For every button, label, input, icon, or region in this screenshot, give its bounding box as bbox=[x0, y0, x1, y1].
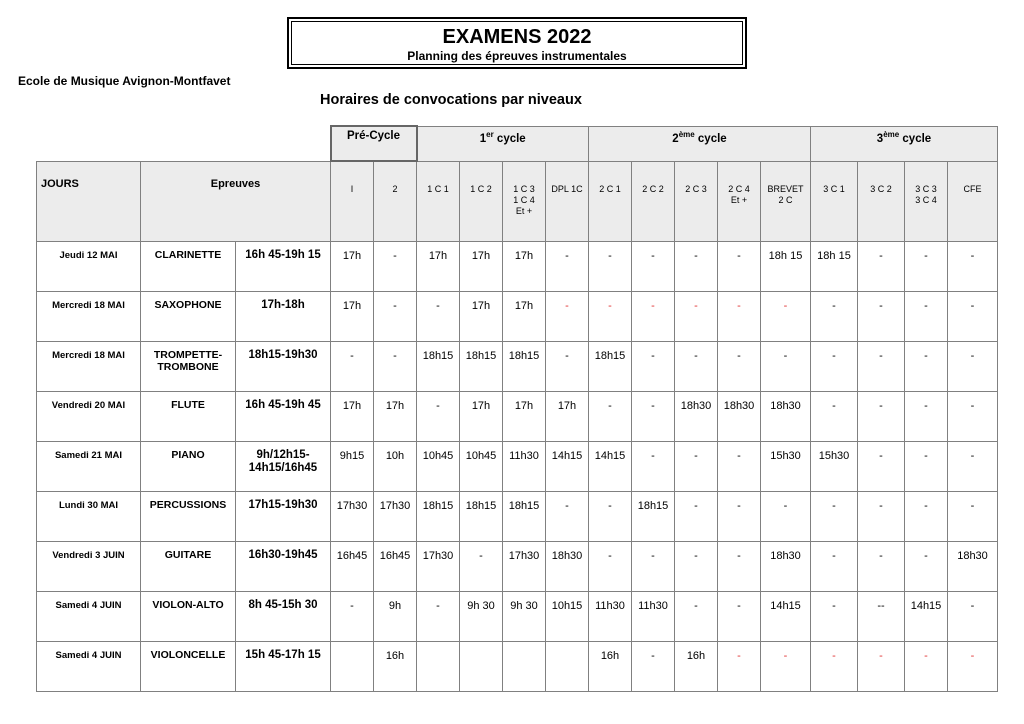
level-time-cell: - bbox=[546, 242, 589, 292]
level-header-row bbox=[37, 161, 998, 242]
level-time-cell: - bbox=[905, 492, 948, 542]
instrument: SAXOPHONE bbox=[141, 292, 236, 342]
level-time-cell: 10h45 bbox=[460, 442, 503, 492]
level-time-cell: 16h bbox=[589, 642, 632, 692]
title-box-inner bbox=[291, 21, 743, 65]
level-time-cell bbox=[546, 642, 589, 692]
level-time-cell: - bbox=[331, 342, 374, 392]
instrument: TROMPETTE- TROMBONE bbox=[141, 342, 236, 392]
level-time-cell: - bbox=[417, 292, 460, 342]
level-header: DPL 1C bbox=[546, 161, 589, 242]
level-header: 1 C 2 bbox=[460, 161, 503, 242]
document-subtitle: Planning des épreuves instrumentales bbox=[407, 49, 627, 63]
level-time-cell: 17h30 bbox=[374, 492, 417, 542]
level-time-cell: - bbox=[905, 642, 948, 692]
level-time-cell: - bbox=[331, 592, 374, 642]
level-time-cell: 15h30 bbox=[761, 442, 811, 492]
level-time-cell: 18h15 bbox=[503, 492, 546, 542]
level-time-cell: 11h30 bbox=[632, 592, 675, 642]
level-time-cell: 17h bbox=[503, 392, 546, 442]
level-time-cell: - bbox=[905, 442, 948, 492]
table-row bbox=[37, 592, 998, 642]
instrument: GUITARE bbox=[141, 542, 236, 592]
level-time-cell: - bbox=[675, 592, 718, 642]
table-row bbox=[37, 392, 998, 442]
level-time-cell: 17h30 bbox=[417, 542, 460, 592]
level-time-cell: - bbox=[905, 542, 948, 592]
level-header: 1 C 3 1 C 4 Et + bbox=[503, 161, 546, 242]
level-time-cell: - bbox=[675, 242, 718, 292]
exam-day: Samedi 4 JUIN bbox=[37, 592, 141, 642]
level-time-cell: 10h45 bbox=[417, 442, 460, 492]
exam-schedule-table bbox=[36, 125, 998, 692]
table-row bbox=[37, 542, 998, 592]
header-blank bbox=[37, 126, 331, 161]
table-row bbox=[37, 492, 998, 542]
time-range: 9h/12h15- 14h15/16h45 bbox=[236, 442, 331, 492]
level-time-cell: 18h15 bbox=[503, 342, 546, 392]
level-time-cell: - bbox=[374, 342, 417, 392]
instrument: PIANO bbox=[141, 442, 236, 492]
level-time-cell: 16h45 bbox=[331, 542, 374, 592]
level-time-cell: 16h45 bbox=[374, 542, 417, 592]
level-time-cell: - bbox=[675, 442, 718, 492]
instrument: VIOLONCELLE bbox=[141, 642, 236, 692]
level-time-cell: 14h15 bbox=[589, 442, 632, 492]
exam-day: Samedi 21 MAI bbox=[37, 442, 141, 492]
level-time-cell: 17h bbox=[417, 242, 460, 292]
level-time-cell: - bbox=[718, 442, 761, 492]
level-time-cell: 9h 30 bbox=[460, 592, 503, 642]
epreuves-header: Epreuves bbox=[141, 161, 331, 242]
level-time-cell: 18h30 bbox=[948, 542, 998, 592]
level-time-cell: - bbox=[374, 242, 417, 292]
level-time-cell: - bbox=[811, 642, 858, 692]
level-time-cell: 17h bbox=[546, 392, 589, 442]
level-header: I bbox=[331, 161, 374, 242]
exam-day: Vendredi 3 JUIN bbox=[37, 542, 141, 592]
level-time-cell: 18h30 bbox=[761, 392, 811, 442]
level-time-cell: 11h30 bbox=[503, 442, 546, 492]
level-time-cell: - bbox=[718, 342, 761, 392]
level-time-cell: 9h15 bbox=[331, 442, 374, 492]
time-range: 16h 45-19h 15 bbox=[236, 242, 331, 292]
level-time-cell: - bbox=[761, 492, 811, 542]
level-time-cell: - bbox=[589, 242, 632, 292]
level-time-cell: 14h15 bbox=[761, 592, 811, 642]
level-time-cell: - bbox=[460, 542, 503, 592]
time-range: 8h 45-15h 30 bbox=[236, 592, 331, 642]
instrument: CLARINETTE bbox=[141, 242, 236, 292]
level-time-cell: 10h15 bbox=[546, 592, 589, 642]
level-time-cell: - bbox=[761, 642, 811, 692]
level-time-cell: - bbox=[417, 592, 460, 642]
level-time-cell: - bbox=[948, 442, 998, 492]
level-time-cell: 9h 30 bbox=[503, 592, 546, 642]
exam-day: Lundi 30 MAI bbox=[37, 492, 141, 542]
jours-header: JOURS bbox=[37, 161, 141, 242]
level-time-cell: - bbox=[811, 342, 858, 392]
cycle-3: 3ème cycle bbox=[811, 126, 998, 161]
level-header: 2 C 2 bbox=[632, 161, 675, 242]
level-time-cell: - bbox=[589, 492, 632, 542]
level-time-cell: 14h15 bbox=[546, 442, 589, 492]
level-time-cell: -- bbox=[858, 592, 905, 642]
level-time-cell: - bbox=[811, 292, 858, 342]
level-time-cell: 17h bbox=[460, 392, 503, 442]
time-range: 16h 45-19h 45 bbox=[236, 392, 331, 442]
document-title: EXAMENS 2022 bbox=[442, 26, 592, 48]
level-time-cell: - bbox=[718, 592, 761, 642]
level-time-cell: - bbox=[632, 392, 675, 442]
level-time-cell: - bbox=[718, 492, 761, 542]
level-time-cell: - bbox=[905, 342, 948, 392]
level-time-cell: 17h bbox=[374, 392, 417, 442]
level-time-cell: 17h bbox=[331, 392, 374, 442]
level-time-cell: 18h30 bbox=[546, 542, 589, 592]
level-time-cell: - bbox=[589, 292, 632, 342]
level-time-cell: 9h bbox=[374, 592, 417, 642]
level-time-cell: - bbox=[632, 292, 675, 342]
time-range: 17h15-19h30 bbox=[236, 492, 331, 542]
title-box bbox=[287, 17, 747, 69]
level-header: BREVET 2 C bbox=[761, 161, 811, 242]
level-time-cell: 17h30 bbox=[503, 542, 546, 592]
level-time-cell: 18h15 bbox=[460, 492, 503, 542]
level-time-cell bbox=[460, 642, 503, 692]
level-time-cell: 18h15 bbox=[460, 342, 503, 392]
level-time-cell: - bbox=[811, 492, 858, 542]
level-time-cell: - bbox=[948, 592, 998, 642]
level-time-cell: 18h30 bbox=[718, 392, 761, 442]
level-time-cell: - bbox=[546, 292, 589, 342]
level-header: 2 C 1 bbox=[589, 161, 632, 242]
level-time-cell: - bbox=[632, 642, 675, 692]
level-time-cell bbox=[417, 642, 460, 692]
instrument: FLUTE bbox=[141, 392, 236, 442]
level-time-cell: - bbox=[632, 542, 675, 592]
level-time-cell: 18h30 bbox=[675, 392, 718, 442]
level-time-cell: - bbox=[858, 242, 905, 292]
level-time-cell: 17h bbox=[331, 292, 374, 342]
instrument: VIOLON-ALTO bbox=[141, 592, 236, 642]
level-time-cell: - bbox=[858, 442, 905, 492]
level-time-cell: 18h15 bbox=[632, 492, 675, 542]
level-time-cell: - bbox=[632, 242, 675, 292]
table-row bbox=[37, 292, 998, 342]
level-time-cell bbox=[503, 642, 546, 692]
level-time-cell: - bbox=[675, 542, 718, 592]
level-header: CFE bbox=[948, 161, 998, 242]
table-row bbox=[37, 442, 998, 492]
level-time-cell: - bbox=[589, 542, 632, 592]
level-time-cell: - bbox=[546, 342, 589, 392]
level-time-cell: - bbox=[374, 292, 417, 342]
level-time-cell: 16h bbox=[675, 642, 718, 692]
table-row bbox=[37, 342, 998, 392]
level-time-cell: 18h 15 bbox=[761, 242, 811, 292]
level-time-cell: - bbox=[718, 292, 761, 342]
level-time-cell: - bbox=[858, 492, 905, 542]
level-time-cell: - bbox=[858, 642, 905, 692]
level-time-cell: 16h bbox=[374, 642, 417, 692]
level-time-cell: - bbox=[718, 242, 761, 292]
level-time-cell: - bbox=[589, 392, 632, 442]
cycle-header-row bbox=[37, 126, 998, 161]
level-time-cell: 17h bbox=[460, 242, 503, 292]
level-time-cell: - bbox=[858, 392, 905, 442]
level-header: 2 bbox=[374, 161, 417, 242]
level-time-cell: - bbox=[718, 542, 761, 592]
level-header: 2 C 3 bbox=[675, 161, 718, 242]
school-name: Ecole de Musique Avignon-Montfavet bbox=[18, 74, 231, 88]
table-row bbox=[37, 642, 998, 692]
level-time-cell: 17h bbox=[460, 292, 503, 342]
level-time-cell: 18h 15 bbox=[811, 242, 858, 292]
exam-day: Samedi 4 JUIN bbox=[37, 642, 141, 692]
level-time-cell: - bbox=[948, 242, 998, 292]
level-time-cell: 17h bbox=[331, 242, 374, 292]
exam-day: Vendredi 20 MAI bbox=[37, 392, 141, 442]
level-time-cell: - bbox=[858, 542, 905, 592]
level-header: 1 C 1 bbox=[417, 161, 460, 242]
level-time-cell: - bbox=[858, 292, 905, 342]
cycle-pre: Pré-Cycle bbox=[331, 126, 417, 161]
level-header: 2 C 4 Et + bbox=[718, 161, 761, 242]
level-time-cell: - bbox=[948, 292, 998, 342]
table-heading: Horaires de convocations par niveaux bbox=[320, 92, 582, 108]
level-time-cell: 15h30 bbox=[811, 442, 858, 492]
level-time-cell: - bbox=[675, 342, 718, 392]
level-time-cell: - bbox=[948, 392, 998, 442]
level-time-cell: - bbox=[948, 492, 998, 542]
level-time-cell: - bbox=[546, 492, 589, 542]
level-header: 3 C 1 bbox=[811, 161, 858, 242]
cycle-1: 1er cycle bbox=[417, 126, 589, 161]
level-time-cell: - bbox=[417, 392, 460, 442]
level-time-cell: 14h15 bbox=[905, 592, 948, 642]
level-header: 3 C 2 bbox=[858, 161, 905, 242]
level-time-cell: 11h30 bbox=[589, 592, 632, 642]
level-time-cell: - bbox=[948, 342, 998, 392]
level-time-cell: 10h bbox=[374, 442, 417, 492]
level-time-cell: - bbox=[761, 292, 811, 342]
time-range: 15h 45-17h 15 bbox=[236, 642, 331, 692]
level-time-cell: 18h15 bbox=[417, 492, 460, 542]
table-row bbox=[37, 242, 998, 292]
time-range: 16h30-19h45 bbox=[236, 542, 331, 592]
level-time-cell: 17h bbox=[503, 242, 546, 292]
level-time-cell: 18h15 bbox=[417, 342, 460, 392]
level-time-cell: - bbox=[905, 292, 948, 342]
exam-day: Mercredi 18 MAI bbox=[37, 342, 141, 392]
time-range: 18h15-19h30 bbox=[236, 342, 331, 392]
level-time-cell: - bbox=[905, 242, 948, 292]
level-time-cell: - bbox=[675, 292, 718, 342]
level-time-cell: - bbox=[811, 592, 858, 642]
level-time-cell: - bbox=[632, 342, 675, 392]
level-header: 3 C 3 3 C 4 bbox=[905, 161, 948, 242]
level-time-cell: - bbox=[632, 442, 675, 492]
time-range: 17h-18h bbox=[236, 292, 331, 342]
cycle-2: 2ème cycle bbox=[589, 126, 811, 161]
level-time-cell bbox=[331, 642, 374, 692]
level-time-cell: - bbox=[858, 342, 905, 392]
instrument: PERCUSSIONS bbox=[141, 492, 236, 542]
level-time-cell: - bbox=[718, 642, 761, 692]
level-time-cell: - bbox=[811, 392, 858, 442]
level-time-cell: 17h bbox=[503, 292, 546, 342]
level-time-cell: - bbox=[675, 492, 718, 542]
level-time-cell: - bbox=[761, 342, 811, 392]
level-time-cell: - bbox=[948, 642, 998, 692]
level-time-cell: 18h30 bbox=[761, 542, 811, 592]
level-time-cell: - bbox=[905, 392, 948, 442]
level-time-cell: 17h30 bbox=[331, 492, 374, 542]
level-time-cell: 18h15 bbox=[589, 342, 632, 392]
level-time-cell: - bbox=[811, 542, 858, 592]
exam-day: Mercredi 18 MAI bbox=[37, 292, 141, 342]
exam-day: Jeudi 12 MAI bbox=[37, 242, 141, 292]
